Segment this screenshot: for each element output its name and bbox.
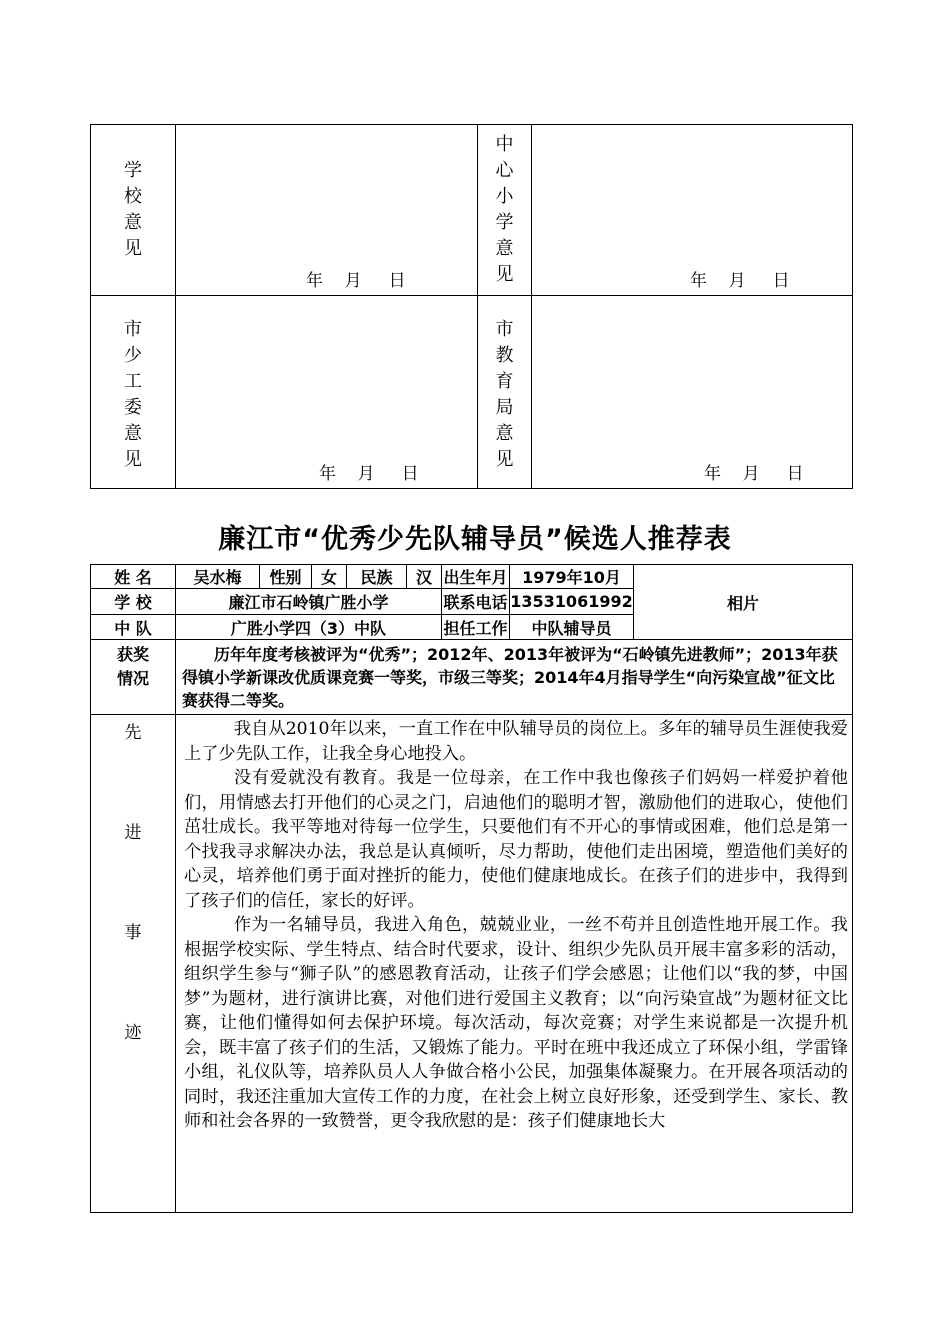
deeds-paragraph: 我自从2010年以来，一直工作在中队辅导员的岗位上。多年的辅导员生涯使我爱上了少先队工作，让我全身心地投入。 xyxy=(184,719,848,764)
school-opinion-date: 年 月 日 xyxy=(306,271,406,291)
photo-cell[interactable]: 相片 xyxy=(634,565,853,640)
city-youth-committee-opinion-field[interactable] xyxy=(176,296,478,489)
awards-text[interactable]: 历年年度考核被评为“优秀”；2012年、2013年被评为“石岭镇先进教师”；2013年获得镇小学新课改优质课竞赛一等奖，市级三等奖；2014年4月指导学生“向污染宣战”征文比赛获得二等奖。 xyxy=(176,640,853,715)
deeds-text[interactable] xyxy=(176,715,853,1213)
city-youth-committee-opinion-date: 年 月 日 xyxy=(319,464,419,484)
gender-label: 性别 xyxy=(260,565,312,589)
squad-label: 中 队 xyxy=(91,615,176,640)
squad-value[interactable]: 广胜小学四（3）中队 xyxy=(176,615,442,640)
birth-label: 出生年月 xyxy=(442,565,510,589)
school-label: 学 校 xyxy=(91,589,176,615)
gender-value[interactable]: 女 xyxy=(312,565,347,589)
center-school-opinion-field[interactable] xyxy=(532,125,853,296)
deeds-paragraph: 作为一名辅导员，我进入角色，兢兢业业，一丝不苟并且创造性地开展工作。我根据学校实际、学生特点、结合时代要求，设计、组织少先队员开展丰富多彩的活动，组织学生参与“狮子队”的感恩教育活动，让孩子们学会感恩；让他们以“我的梦，中国梦”为题材，进行演讲比赛，对他们进行爱国主义教育；以“向污染宣战”为题材征文比赛，让他们懂得如何去保护环境。每次活动，每次竞赛；对学生来说都是一次提升机会，既丰富了孩子们的生活，又锻炼了能力。平时在班中我还成立了环保小组，学雷锋小组，礼仪队等，培养队员人人争做合格小公民，加强集体凝聚力。在开展各项活动的同时，我还注重加大宣传工作的力度，在社会上树立良好形象，还受到学生、家长、教师和社会各界的一致赞誉，更令我欣慰的是：孩子们健康地长大 xyxy=(184,915,848,1131)
city-education-bureau-opinion-label: 市 教 育 局 意 见 xyxy=(478,296,532,489)
city-youth-committee-opinion-label: 市 少 工 委 意 见 xyxy=(91,296,176,489)
name-label: 姓 名 xyxy=(91,565,176,589)
birth-value[interactable]: 1979年10月 xyxy=(510,565,634,589)
duty-label: 担任工作 xyxy=(442,615,510,640)
phone-label: 联系电话 xyxy=(442,589,510,615)
city-education-bureau-opinion-field[interactable] xyxy=(532,296,853,489)
city-education-bureau-opinion-date: 年 月 日 xyxy=(704,464,804,484)
duty-value[interactable]: 中队辅导员 xyxy=(510,615,634,640)
school-opinion-field[interactable] xyxy=(176,125,478,296)
recommendation-form xyxy=(90,564,853,1213)
awards-label: 获奖 情况 xyxy=(91,640,176,715)
deeds-paragraph: 没有爱就没有教育。我是一位母亲，在工作中我也像孩子们妈妈一样爱护着他们，用情感去打开他们的心灵之门，启迪他们的聪明才智，激励他们的进取心，使他们茁壮成长。我平等地对待每一位学生，只要他们有不开心的事情或困难，他们总是第一个找我寻求解决办法，我总是认真倾听，尽力帮助，使他们走出困境，塑造他们美好的心灵，培养他们勇于面对挫折的能力，使他们健康地成长。在孩子们的进步中，我得到了孩子们的信任，家长的好评。 xyxy=(184,768,848,911)
opinion-table xyxy=(90,124,853,489)
center-school-opinion-label: 中 心 小 学 意 见 xyxy=(478,125,532,296)
school-value[interactable]: 廉江市石岭镇广胜小学 xyxy=(176,589,442,615)
center-school-opinion-date: 年 月 日 xyxy=(690,271,790,291)
phone-value[interactable]: 13531061992 xyxy=(510,589,634,615)
form-title: 廉江市“优秀少先队辅导员”候选人推荐表 xyxy=(218,524,732,555)
school-opinion-label: 学 校 意 见 xyxy=(91,125,176,296)
ethnicity-value[interactable]: 汉 xyxy=(407,565,442,589)
deeds-label: 先 进 事 迹 xyxy=(91,715,176,1213)
name-value[interactable]: 吴水梅 xyxy=(176,565,260,589)
ethnicity-label: 民族 xyxy=(347,565,407,589)
